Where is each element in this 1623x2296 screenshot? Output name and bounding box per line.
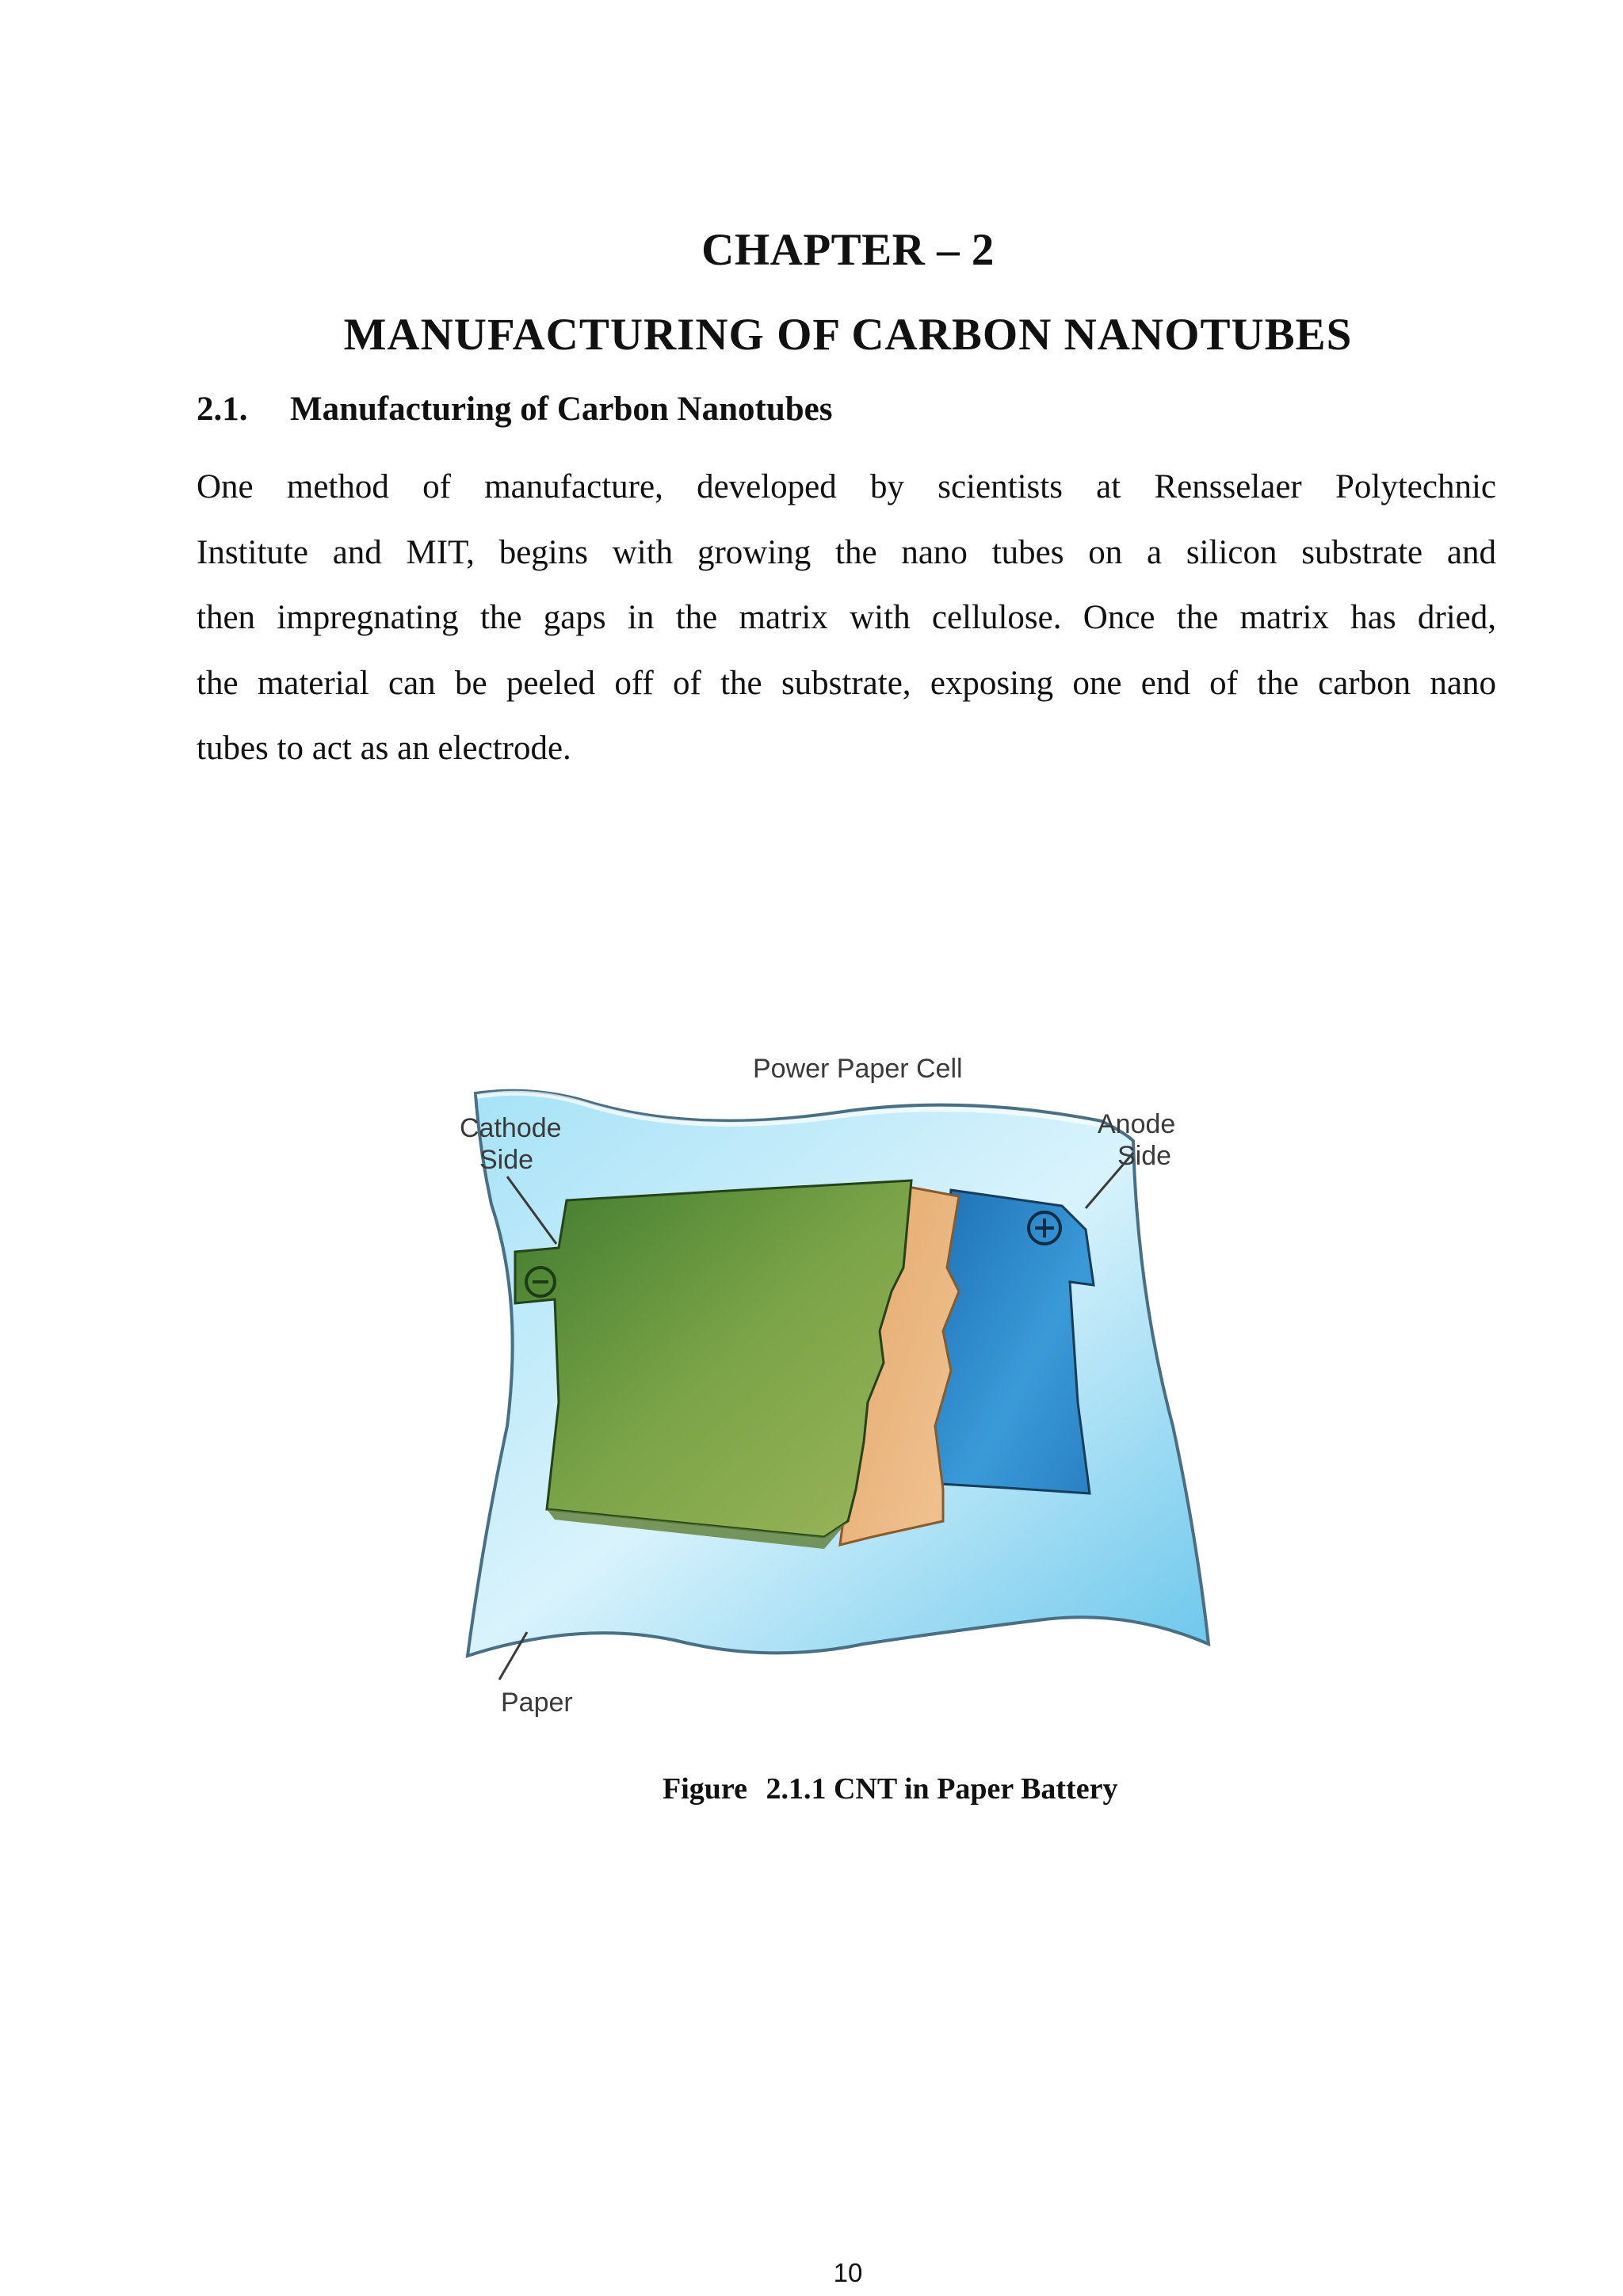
label-cathode-line2: Side [479,1145,534,1175]
figure-caption [663,1772,1117,1806]
label-paper: Paper [501,1688,573,1718]
body-line: tubes to act as an electrode. [197,730,571,767]
label-anode-line2: Side [1117,1141,1172,1171]
paper-battery-figure [436,1030,1228,1719]
caption-prefix: Figure [663,1772,747,1806]
chapter-label: CHAPTER – 2 [701,225,995,275]
cathode-layer [515,1180,911,1537]
section-title: Manufacturing of Carbon Nanotubes [290,391,833,428]
body-line: One method of manufacture, developed by scientists at Rensselaer Polytechnic [197,468,1496,505]
body-paragraph [197,455,1496,782]
body-line: the material can be peeled off of the substrate, exposing one end of the carbon nano [197,664,1496,702]
label-cathode-line1: Cathode [460,1113,562,1143]
body-line: Institute and MIT, begins with growing the nano tubes on a silicon substrate and [197,533,1496,571]
section-number: 2.1. [197,391,248,428]
body-line: then impregnating the gaps in the matrix with cellulose. Once the matrix has dried, [197,599,1496,636]
page-number: 10 [833,2258,863,2287]
chapter-title: MANUFACTURING OF CARBON NANOTUBES [343,310,1353,360]
caption-text: CNT in Paper Battery [833,1772,1118,1806]
section-heading [197,390,832,429]
paper-battery-illustration [436,1030,1228,1719]
label-anode-line1: Anode [1098,1109,1176,1139]
caption-number: 2.1.1 [766,1772,827,1806]
label-power-paper-cell: Power Paper Cell [753,1054,963,1084]
